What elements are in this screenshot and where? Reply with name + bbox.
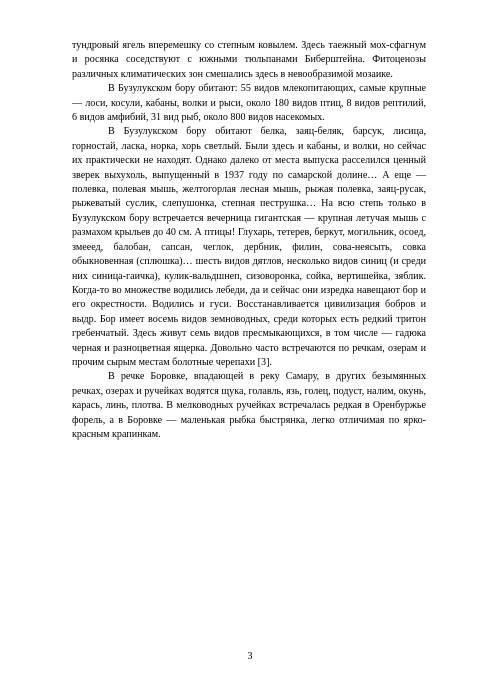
paragraph-fitocenozy: тундровый ягель вперемешку со степным ковылем. Здесь таежный мох-сфагнум и росянка соседствуют с южными тюльпанами Биберштейна. Фитоценозы различных климатических зон смешались здесь в невообразимой мозаике. [72, 40, 426, 80]
paragraph-fauna: В Бузулукском бору обитают белка, заяц-беляк, барсук, лисица, горностай, ласка, норка, хорь светлый. Были здесь и кабаны, и волки, но сейчас их практически не находят. Однако далеко от места выпуска расселился ценный зверек выхухоль, выпущенный в 1937 году по самарской долине… А еще — полевка, полевая мышь, желтогорлая лесная мышь, рыжая полевка, заяц-русак, рыжеватый суслик, слепушонка, степная пеструшка… На всю степь только в Бузулукском бору встречается вечерница гигантская — крупная летучая мышь с размахом крыльев до 40 см. А птицы! Глухарь, тетерев, беркут, могильник, осоед, змееед, балобан, сапсан, чеглок, дербник, филин, сова-неясыть, совка обыкновенная (сплюшка)… шесть видов дятлов, несколько видов синиц (и среди них синица-гаичка), кулик-вальдшнеп, сизоворонка, сойка, вертишейка, зяблик. Когда-то во множестве водились лебеди, да и сейчас они изредка навещают бор и его окрестности. Водились и гуси. Восстанавливается цивилизация бобров и выдр. Бор имеет восемь видов земноводных, среди которых есть редкий тритон гребенчатый. Здесь живут семь видов пресмыкающихся, в том числе — гадюка черная и разноцветная ящерка. Довольно часто встречаются по речкам, озерам и прочим сырым местам болотные черепахи [3]. [72, 126, 426, 368]
page-number: 3 [247, 651, 253, 662]
paragraph-species-counts: В Бузулукском бору обитают: 55 видов млекопитающих, самые крупные — лоси, косули, кабаны, волки и рыси, около 180 видов птиц, 8 видов рептилий, 6 видов амфибий, 31 вид рыб, около 800 видов насекомых. [72, 83, 426, 124]
paragraph-fish: В речке Боровке, впадающей в реку Самару, в других безымянных речках, озерах и ручейках водятся щука, голавль, язь, голец, подуст, налим, окунь, карась, линь, плотва. В мелководных ручейках встречалась редкая в Оренбуржье форель, а в Боровке — маленькая рыбка быстрянка, легко отличимая по ярко-красным крапинкам. [72, 371, 426, 440]
document-body [72, 39, 426, 442]
